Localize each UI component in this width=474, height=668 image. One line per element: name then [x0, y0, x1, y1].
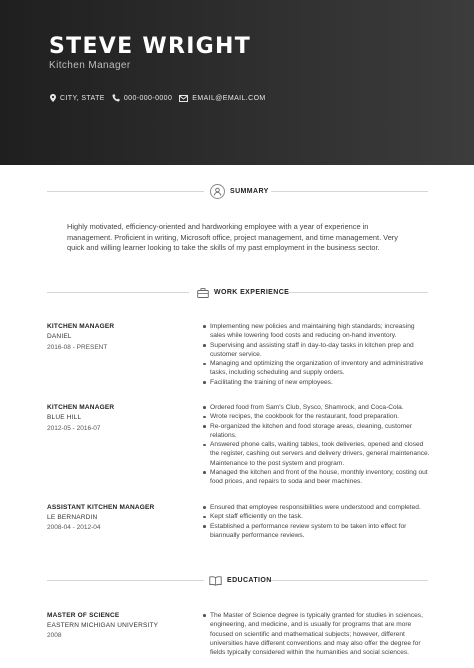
work-divider-left: [47, 292, 189, 293]
job-bullet: Re-organized the kitchen and food storage areas, cleaning, customer relations.: [202, 422, 430, 441]
job-bullet: Kept staff efficiently on the task.: [202, 512, 430, 521]
job-bullet: Managing and optimizing the organization of inventory and administrative tasks, including scheduling and supply orders.: [202, 359, 430, 378]
job-bullet: Implementing new policies and maintaining high standards; increasing sales while lowering food costs and reducing on-hand inventory.: [202, 322, 430, 341]
education-heading: EDUCATION: [227, 577, 272, 584]
work-divider-right: [287, 292, 428, 293]
candidate-name: STEVE WRIGHT: [49, 34, 252, 59]
job-role: ASSISTANT KITCHEN MANAGER: [47, 504, 155, 511]
summary-section-icon: [210, 184, 225, 199]
job-bullet: Managed the kitchen and front of the house, monthly inventory, costing out food prices, and repairs to soda and beer machines.: [202, 468, 430, 487]
job-dates: 2012-05 - 2016-07: [47, 425, 101, 432]
job-dates: 2008-04 - 2012-04: [47, 524, 101, 531]
job-bullets: [202, 322, 430, 387]
job-bullet: Ensured that employee responsibilities were understood and completed.: [202, 503, 430, 512]
contact-email: [179, 95, 265, 102]
summary-heading: SUMMARY: [230, 188, 269, 195]
job-employer: BLUE HILL: [47, 414, 82, 421]
education-bullets: [202, 611, 430, 657]
email-text: EMAIL@EMAIL.COM: [192, 94, 266, 102]
user-icon: [213, 187, 222, 196]
summary-divider-right: [271, 191, 428, 192]
contact-bar: [50, 94, 273, 102]
job-bullet: Supervising and assisting staff in day-to-day tasks in kitchen prep and customer service.: [202, 341, 430, 360]
summary-divider-left: [47, 191, 204, 192]
job-bullet: Established a performance review system to be taken into effect for biannually performance reviews.: [202, 522, 430, 541]
job-role: KITCHEN MANAGER: [47, 404, 115, 411]
education-year: 2008: [47, 632, 62, 639]
location-text: CITY, STATE: [60, 94, 105, 102]
contact-phone: [112, 94, 172, 102]
education-degree: MASTER OF SCIENCE: [47, 612, 120, 619]
education-bullet: The Master of Science degree is typically granted for studies in sciences, engineering, and medicine, and is usually for programs that are more focused on scientific and mathematical subjects; however, different universities have different conventions and may also offer the degree for fields typically considered within the humanities and social sciences.: [202, 611, 430, 657]
summary-text: Highly motivated, efficiency-oriented and hardworking employee with a year of experience in management. Proficient in writing, Microsoft office, project management, and time management. Very quick and willing learner looking to take the skills of my past employment in the business sector.: [67, 222, 398, 253]
education-school: EASTERN MICHIGAN UNIVERSITY: [47, 622, 159, 629]
candidate-title: Kitchen Manager: [49, 60, 131, 71]
job-bullet: Wrote recipes, the cookbook for the restaurant, food preparation.: [202, 412, 430, 421]
job-bullets: [202, 503, 430, 540]
book-icon: [209, 576, 222, 586]
phone-text: 000-000-0000: [123, 94, 173, 102]
work-heading: WORK EXPERIENCE: [214, 289, 290, 296]
briefcase-icon: [197, 288, 209, 298]
map-pin-icon: [50, 94, 56, 102]
resume-header: [0, 0, 474, 165]
job-role: KITCHEN MANAGER: [47, 323, 115, 330]
work-section-icon: [195, 285, 210, 300]
job-bullets: [202, 403, 430, 487]
envelope-icon: [179, 95, 188, 102]
education-divider-right: [271, 580, 428, 581]
contact-location: [50, 94, 105, 102]
job-dates: 2016-08 - PRESENT: [47, 344, 108, 351]
job-bullet: Facilitating the training of new employees.: [202, 378, 430, 387]
job-bullet: Answered phone calls, waiting tables, took deliveries, opened and closed the register, cashing out servers and delivery drivers, general maintenance. Maintenance to the post system and program.: [202, 440, 430, 468]
job-employer: LE BERNARDIN: [47, 514, 98, 521]
job-bullet: Ordered food from Sam's Club, Sysco, Shamrock, and Coca-Cola.: [202, 403, 430, 412]
education-divider-left: [47, 580, 204, 581]
job-employer: DANIEL: [47, 333, 72, 340]
phone-icon: [112, 94, 120, 102]
education-section-icon: [208, 573, 223, 588]
